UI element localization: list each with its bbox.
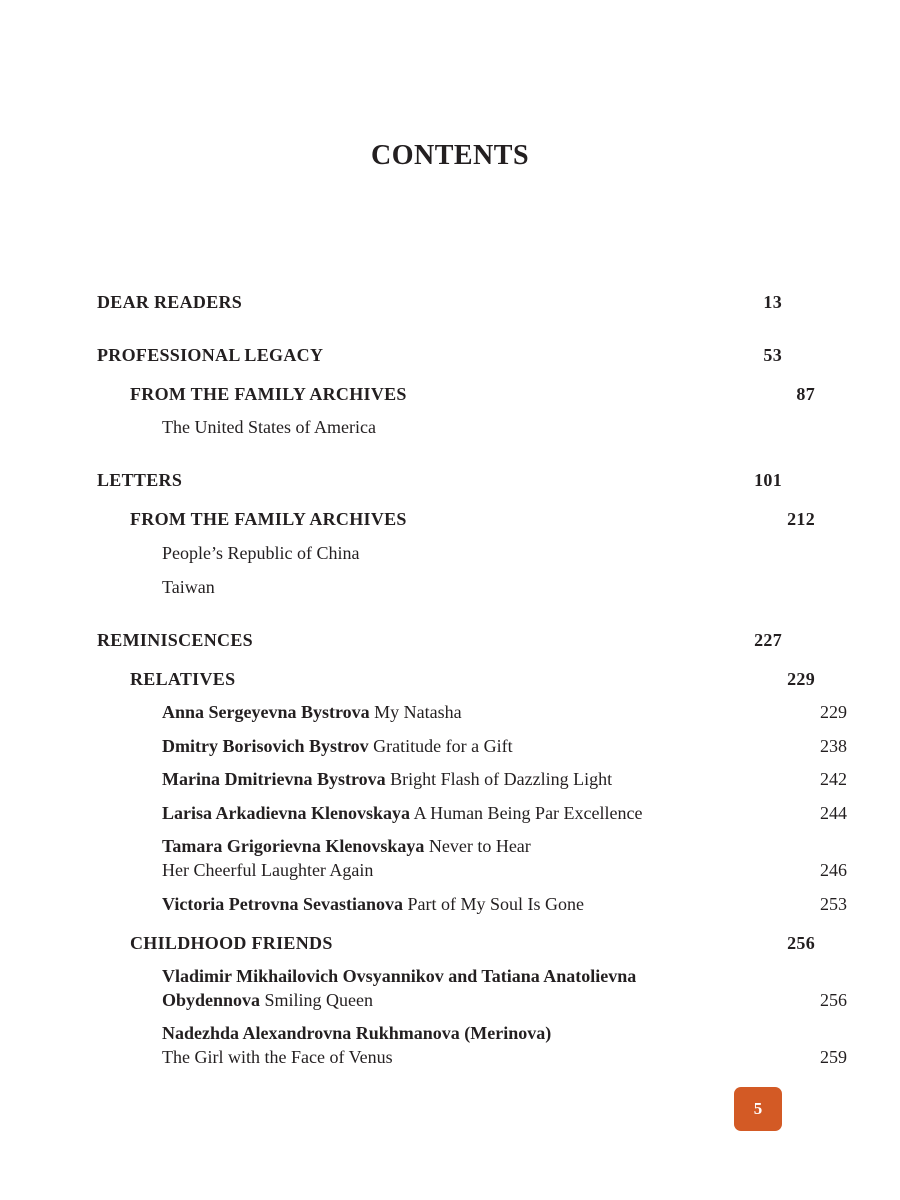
toc-label: PROFESSIONAL LEGACY [97,345,324,365]
toc-label: Taiwan [162,577,215,597]
entry-title: Gratitude for a Gift [373,736,513,756]
toc-label: DEAR READERS [97,292,243,312]
toc-page-number: 246 [820,860,847,880]
entry-title: Bright Flash of Dazzling Light [390,769,613,789]
entry-author: Larisa Arkadievna Klenovskaya [162,803,411,823]
toc-entry-relative[interactable] [97,700,847,724]
entry-author: Tamara Grigorievna Klenovskaya [162,836,425,856]
toc-label: The United States of America [162,417,376,437]
page-number-badge: 5 [734,1087,782,1131]
entry-author: Dmitry Borisovich Bystrov [162,736,369,756]
toc-label: People’s Republic of China [162,543,360,563]
toc-label: FROM THE FAMILY ARCHIVES [130,509,407,529]
toc-entry-childhood-friends[interactable] [97,931,815,955]
toc-entry-reminiscences[interactable] [97,628,782,652]
toc-label: REMINISCENCES [97,630,253,650]
toc-page-number: 244 [820,803,847,823]
toc-entry-family-archives-2[interactable] [97,507,815,531]
toc-entry-letters[interactable] [97,468,782,492]
toc-entry-friend[interactable] [97,964,847,1012]
toc-page-number: 229 [820,702,847,722]
toc-entry-friend[interactable] [97,1021,847,1069]
toc-entry-relative[interactable] [97,767,847,791]
entry-title: Never to Hear [428,836,531,856]
toc-page-number: 256 [820,990,847,1010]
entry-author: Vladimir Mikhailovich Ovsyannikov and Tatiana Anatolievna [162,966,637,986]
toc-entry-relative[interactable] [97,734,847,758]
toc-label: FROM THE FAMILY ARCHIVES [130,384,407,404]
entry-title: The Girl with the Face of Venus [162,1047,393,1067]
entry-title-continued: Her Cheerful Laughter Again [162,860,374,880]
toc-entry-taiwan[interactable] [97,575,847,599]
toc-entry-relative[interactable] [97,892,847,916]
toc-page-number: 229 [787,669,815,689]
toc-entry-family-archives-1[interactable] [97,382,815,406]
entry-author: Victoria Petrovna Sevastianova [162,894,403,914]
toc-entry-dear-readers[interactable] [97,290,782,314]
entry-title: A Human Being Par Excellence [413,803,643,823]
toc-entry-china[interactable] [97,541,847,565]
entry-title: Smiling Queen [264,990,374,1010]
toc-page-number: 212 [787,509,815,529]
toc-page-number: 101 [754,470,782,490]
entry-author: Nadezhda Alexandrovna Rukhmanova (Merinova) [162,1023,552,1043]
entry-author-continued: Obydennova [162,990,261,1010]
toc-page-number: 227 [754,630,782,650]
toc-page-number: 256 [787,933,815,953]
toc-page-number: 13 [763,292,782,312]
toc-page-number: 87 [796,384,815,404]
toc-page-number: 238 [820,736,847,756]
toc-entry-usa[interactable] [97,415,847,439]
toc-entry-professional-legacy[interactable] [97,343,782,367]
toc-entry-relatives[interactable] [97,667,815,691]
entry-title: My Natasha [374,702,462,722]
entry-title: Part of My Soul Is Gone [407,894,584,914]
toc-entry-relative[interactable] [97,801,847,825]
toc-page-number: 253 [820,894,847,914]
toc-entry-relative[interactable] [97,834,847,882]
toc-page-number: 259 [820,1047,847,1067]
toc-page-number: 53 [763,345,782,365]
toc-label: RELATIVES [130,669,236,689]
toc-label: CHILDHOOD FRIENDS [130,933,333,953]
entry-author: Marina Dmitrievna Bystrova [162,769,386,789]
toc-page-number: 242 [820,769,847,789]
page-title: CONTENTS [370,140,530,171]
toc-label: LETTERS [97,470,183,490]
entry-author: Anna Sergeyevna Bystrova [162,702,370,722]
